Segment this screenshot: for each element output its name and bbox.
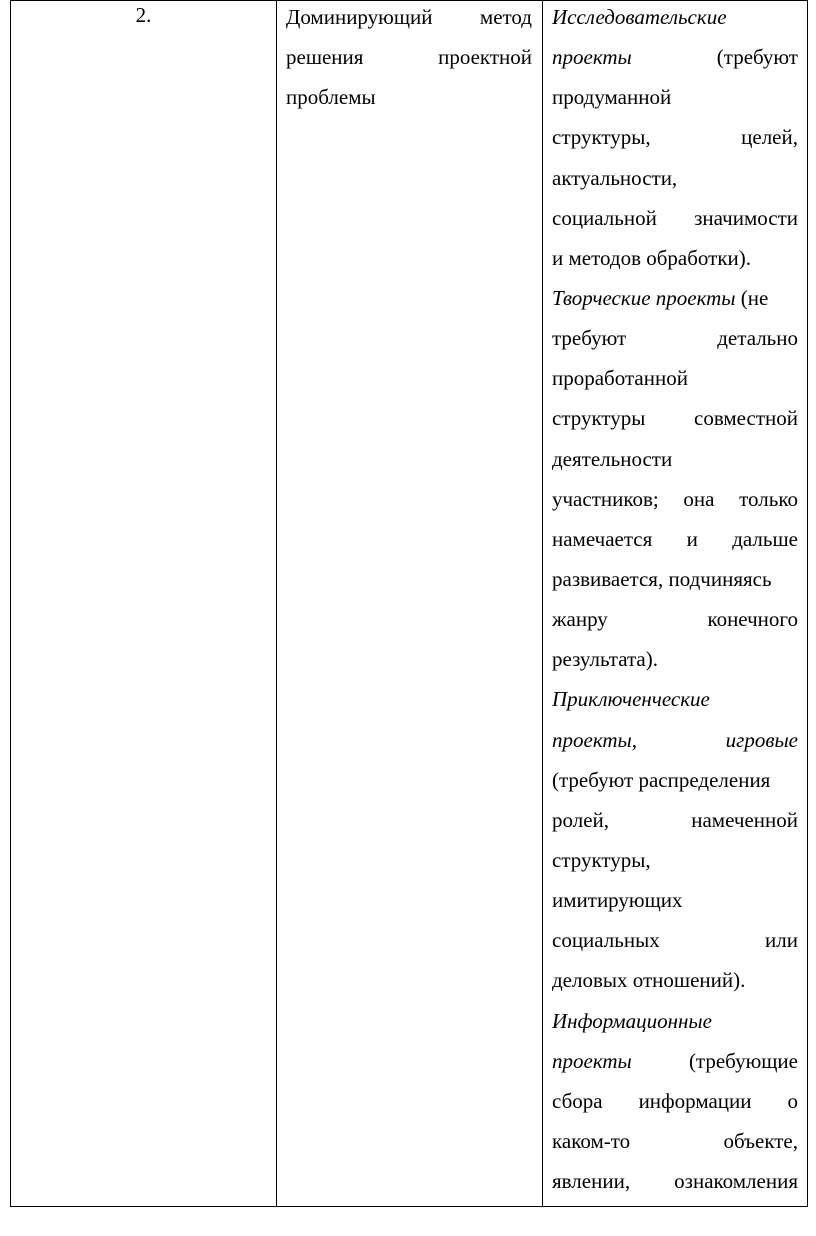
word: проекты, [552,727,638,752]
word: объекте, [723,1128,798,1153]
text-line [552,37,798,77]
text-line [552,720,798,760]
word: целей, [741,125,798,150]
word: конечного [707,607,798,632]
text-line: и методов обработки). [552,245,752,270]
text-line [552,1161,798,1201]
text-line: Информационные [552,1008,712,1033]
text-fragment: Творческие проекты [552,285,736,310]
text-line: проработанной [552,366,688,391]
number-cell [11,1,277,1207]
word: жанру [552,607,608,632]
text-line [286,0,532,37]
text-line [552,198,798,238]
text-line: проблемы [286,85,376,110]
word: структуры [552,406,646,431]
text-line [552,1081,798,1121]
description-cell [543,1,808,1207]
word: требуют [552,326,627,351]
word: (требующие [688,1048,798,1073]
text-line: актуальности, [552,165,678,190]
text-line: результата). [552,647,658,672]
word: ролей, [552,807,610,832]
word: дальше [732,526,798,551]
text-line: Исследовательские [552,5,727,29]
word: Доминирующий [286,5,433,29]
word: только [739,486,798,511]
word: участников; [552,486,659,511]
project-types-table [10,0,808,1207]
word: информации [638,1088,752,1113]
word: проекты [552,1048,632,1073]
text-line [552,278,798,318]
word: она [683,486,715,511]
word: социальной [552,205,657,230]
word: явлении, [552,1169,631,1194]
word: или [765,928,798,953]
text-line: (требуют распределения [552,767,771,792]
word: ознакомления [674,1169,798,1194]
word: структуры, [552,125,651,150]
text-line: развивается, подчиняясь [552,566,772,591]
text-line [286,37,532,77]
word: (требуют [716,45,798,70]
table-row [11,1,808,1207]
word: метод [479,5,532,29]
word: каком-то [552,1128,631,1153]
text-line: деловых отношений). [552,968,746,993]
text-line [552,398,798,438]
text-line [552,920,798,960]
word: проекты [552,45,632,70]
word: решения [286,45,364,70]
word: совместной [694,406,798,431]
text-line [552,800,798,840]
text-fragment: (не [735,285,769,310]
word: детально [717,326,798,351]
word: социальных [552,928,660,953]
text-line [552,479,798,519]
text-line: имитирующих [552,888,683,913]
word: намечается [552,526,653,551]
text-line: продуманной [552,85,672,110]
text-line: Приключенческие [552,687,710,712]
word: значимости [694,205,798,230]
word: намеченной [691,807,798,832]
row-number: 2. [135,3,152,27]
description-text [543,0,807,1201]
criterion-cell [277,1,543,1207]
text-line: деятельности [552,446,673,471]
text-line [552,519,798,559]
word: сбора [552,1088,603,1113]
word: и [686,526,698,551]
text-line [552,1121,798,1161]
text-line [552,318,798,358]
word: о [787,1088,798,1113]
word: игровые [725,727,798,752]
criterion-text [277,0,542,117]
text-line: структуры, [552,847,651,872]
text-line [552,1041,798,1081]
word: проектной [438,45,532,70]
text-line [552,117,798,157]
text-line [552,599,798,639]
